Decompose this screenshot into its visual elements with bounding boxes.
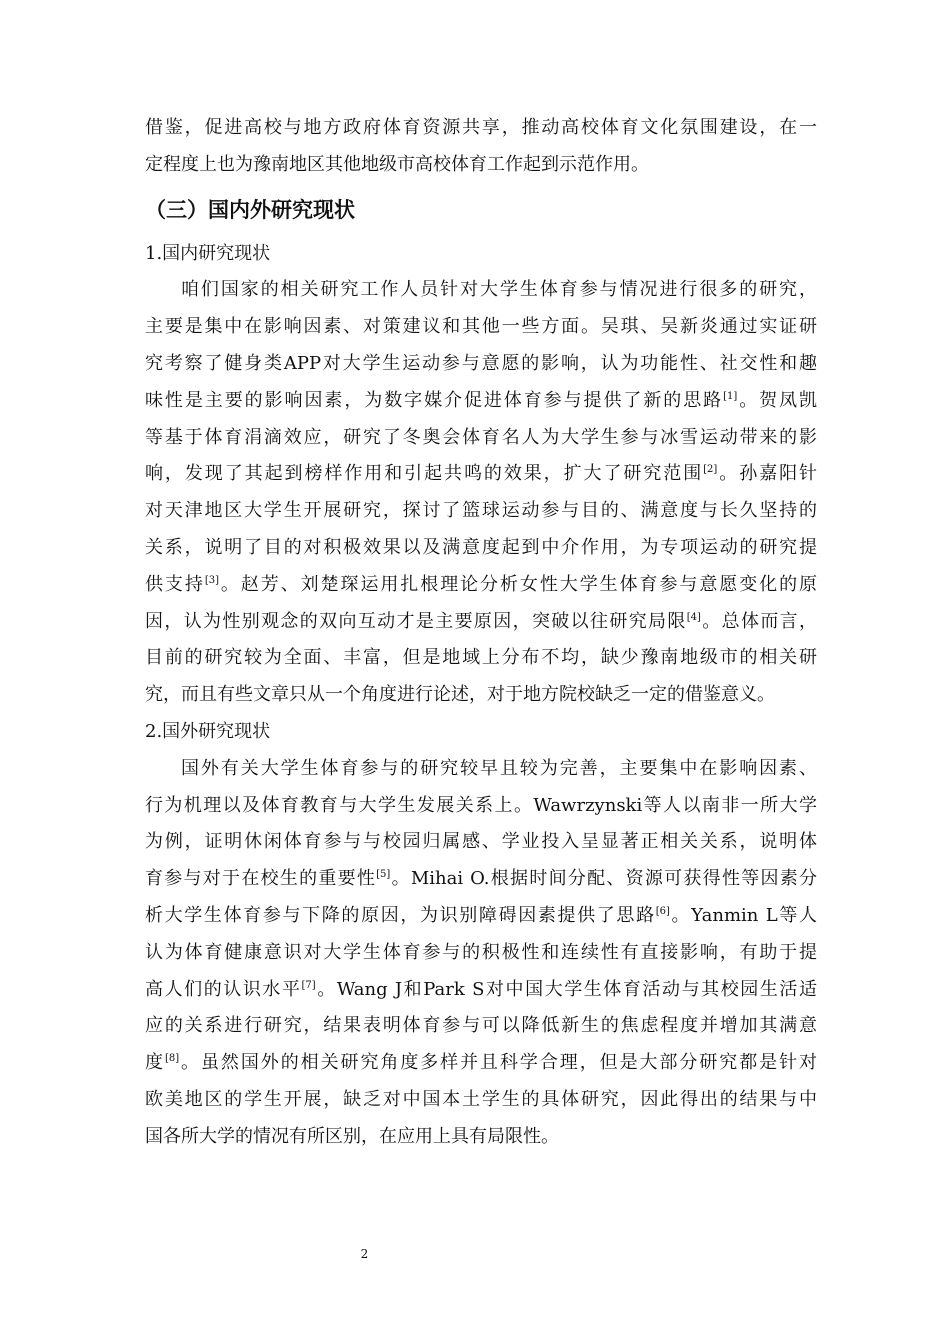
domestic-paragraph-line: 咱们国家的相关研究工作人员针对大学生体育参与情况进行很多的研究，: [181, 279, 817, 301]
domestic-paragraph-line: 主要是集中在影响因素、对策建议和其他一些方面。吴琪、吴新炎通过实证研: [145, 316, 817, 338]
foreign-paragraph-line: 应的关系进行研究，结果表明体育参与可以降低新生的焦虑程度并增加其满意: [145, 1015, 817, 1037]
foreign-paragraph-line: 育参与对于在校生的重要性[5]。Mihai O.根据时间分配、资源可获得性等因素分: [145, 868, 817, 890]
foreign-paragraph-line: 行为机理以及体育教育与大学生发展关系上。Wawrzynski等人以南非一所大学: [145, 794, 817, 816]
foreign-paragraph-line: 度[8]。虽然国外的相关研究角度多样并且科学合理，但是大部分研究都是针对: [145, 1052, 817, 1074]
intro-line: 定程度上也为豫南地区其他地级市高校体育工作起到示范作用。: [145, 153, 649, 175]
domestic-paragraph-line: 究，而且有些文章只从一个角度进行论述，对于地方院校缺乏一定的借鉴意义。: [145, 684, 775, 706]
foreign-paragraph-line: 为例，证明休闲体育参与与校园归属感、学业投入呈显著正相关关系，说明体: [145, 831, 817, 853]
domestic-paragraph-line: 关系，说明了目的对积极效果以及满意度起到中介作用，为专项运动的研究提: [145, 537, 817, 558]
citation-marker: [2]: [703, 464, 718, 476]
foreign-paragraph-line: 国外有关大学生体育参与的研究较早且较为完善，主要集中在影响因素、: [181, 757, 817, 779]
citation-marker: [3]: [204, 574, 219, 586]
domestic-paragraph-line: 响，发现了其起到榜样作用和引起共鸣的效果，扩大了研究范围[2]。孙嘉阳针: [145, 463, 817, 485]
domestic-paragraph-line: 味性是主要的影响因素，为数字媒介促进体育参与提供了新的思路[1]。贺凤凯: [145, 389, 818, 411]
citation-marker: [4]: [686, 611, 701, 623]
subheading-domestic: 1.国内研究现状: [145, 242, 271, 264]
domestic-paragraph-line: 等基于体育涓滴效应，研究了冬奥会体育名人为大学生参与冰雪运动带来的影: [145, 426, 817, 448]
intro-line: 借鉴，促进高校与地方政府体育资源共享，推动高校体育文化氛围建设，在一: [145, 117, 817, 138]
citation-marker: [5]: [376, 869, 391, 881]
foreign-paragraph-line: 析大学生体育参与下降的原因，为识别障碍因素提供了思路[6]。Yanmin L等人: [145, 905, 818, 926]
domestic-paragraph-line: 因，认为性别观念的双向互动才是主要原因，突破以往研究局限[4]。总体而言，: [145, 610, 818, 632]
citation-marker: [1]: [723, 390, 738, 402]
citation-marker: [8]: [164, 1053, 180, 1065]
domestic-paragraph-line: 目前的研究较为全面、丰富，但是地域上分布不均，缺少豫南地级市的相关研: [145, 647, 817, 669]
foreign-paragraph-line: 认为体育健康意识对大学生体育参与的积极性和连续性有直接影响，有助于提: [145, 941, 817, 963]
domestic-paragraph-line: 供支持[3]。赵芳、刘楚琛运用扎根理论分析女性大学生体育参与意愿变化的原: [145, 573, 818, 595]
domestic-paragraph-line: 对天津地区大学生开展研究，探讨了篮球运动参与目的、满意度与长久坚持的: [145, 500, 817, 522]
page-number: 2: [360, 1247, 369, 1261]
citation-marker: [7]: [301, 979, 316, 991]
foreign-paragraph-line: 高人们的认识水平[7]。Wang J和Park S对中国大学生体育活动与其校园生活适: [145, 978, 817, 1000]
citation-marker: [6]: [655, 906, 670, 917]
subheading-foreign: 2.国外研究现状: [145, 721, 271, 742]
section-heading: （三）国内外研究现状: [145, 196, 355, 222]
domestic-paragraph-line: 究考察了健身类APP对大学生运动参与意愿的影响，认为功能性、社交性和趣: [145, 353, 817, 374]
foreign-paragraph-line: 欧美地区的学生开展，缺乏对中国本土学生的具体研究，因此得出的结果与中: [145, 1089, 817, 1110]
foreign-paragraph-line: 国各所大学的情况有所区别，在应用上具有局限性。: [145, 1125, 559, 1147]
